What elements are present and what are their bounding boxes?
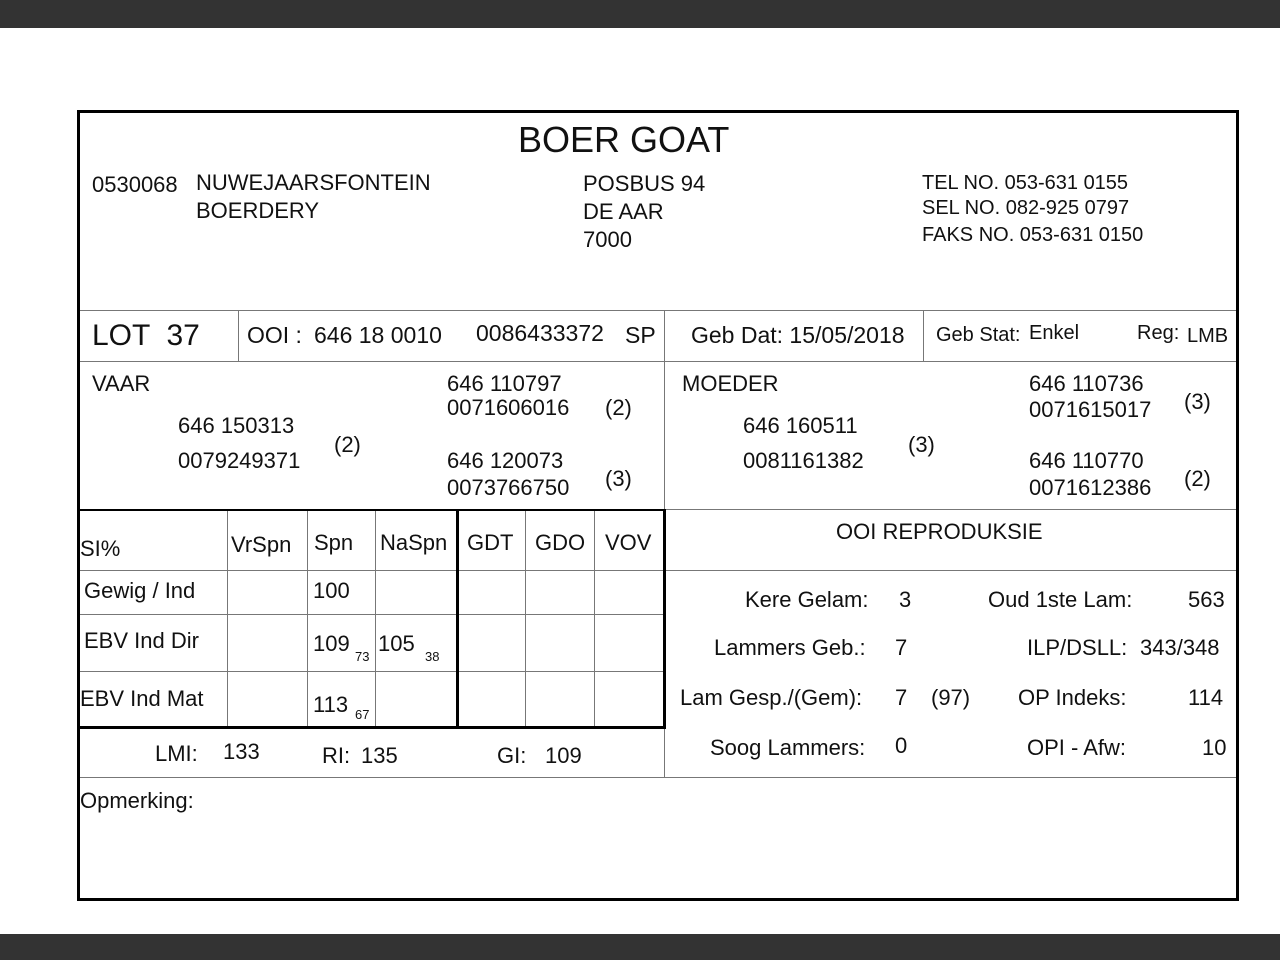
address-line3: 7000 (583, 227, 632, 252)
soog-lammers-label: Soog Lammers: (710, 735, 866, 760)
rule-mid-upper (664, 311, 665, 509)
si-row-spn-accuracy: 67 (355, 707, 370, 722)
oud-1ste-lam-label: Oud 1ste Lam: (988, 587, 1133, 612)
tag-number: 0086433372 (476, 320, 604, 346)
oud-1ste-lam-value: 563 (1188, 587, 1225, 612)
rule-col-vrspn (227, 511, 228, 726)
birth-status-value: Enkel (1029, 322, 1080, 344)
reg-label: Reg: (1137, 322, 1180, 344)
rule-geb-stat-divider (923, 311, 924, 361)
si-header-naspn: NaSpn (380, 530, 448, 555)
soog-lammers-value: 0 (895, 733, 908, 758)
si-row-label: EBV Ind Dir (84, 628, 199, 653)
card-border-right (1236, 110, 1239, 901)
birth-date: Geb Dat: 15/05/2018 (691, 322, 905, 348)
rule-lot-bottom (80, 361, 1236, 362)
rule-lot-top (80, 310, 1236, 311)
gi-value: 109 (545, 743, 582, 768)
opi-afw-label: OPI - Afw: (1027, 735, 1127, 760)
si-row-naspn: 105 (378, 631, 415, 656)
lam-gesp-average: (97) (931, 685, 971, 710)
vaar-sire-count: (2) (605, 395, 632, 420)
rule-col-naspn (375, 511, 376, 726)
vaar-id1: 646 150313 (178, 413, 295, 438)
card-border-left (77, 110, 80, 901)
owner-code: 0530068 (92, 172, 178, 197)
rule-si-bottom (80, 726, 665, 729)
vaar-id2: 0079249371 (178, 448, 301, 473)
breed-code: SP (625, 322, 656, 348)
moeder-dam-id2: 0071612386 (1029, 475, 1152, 500)
rule-remarks-top (80, 777, 1236, 778)
address-line2: DE AAR (583, 199, 664, 224)
rule-col-vov (594, 511, 595, 726)
moeder-dam-id1: 646 110770 (1029, 448, 1144, 473)
ooi-label: OOI : (247, 322, 302, 348)
rule-repro-header (665, 570, 1236, 571)
rule-mid-bottom (664, 729, 665, 777)
ilp-dsll-label: ILP/DSLL: (1027, 635, 1128, 660)
owner-name-line2: BOERDERY (196, 198, 320, 223)
reg-value: LMB (1187, 325, 1229, 347)
si-header-si: SI% (80, 536, 121, 561)
faks-number: FAKS NO. 053-631 0150 (922, 224, 1144, 246)
moeder-count: (3) (908, 432, 935, 457)
lam-gesp-value: 7 (895, 685, 908, 710)
lammers-geb-label: Lammers Geb.: (714, 635, 866, 660)
si-header-gdt: GDT (467, 530, 514, 555)
rule-si-header (80, 570, 665, 571)
ri-value: 135 (361, 743, 398, 768)
gi-label: GI: (497, 743, 527, 768)
si-row-spn: 109 (313, 631, 350, 656)
lam-gesp-label: Lam Gesp./(Gem): (680, 685, 863, 710)
moeder-id1: 646 160511 (743, 413, 858, 438)
kere-gelam-label: Kere Gelam: (745, 587, 869, 612)
opi-afw-value: 10 (1202, 735, 1227, 760)
si-header-gdo: GDO (535, 530, 586, 555)
birth-status-label: Geb Stat: (936, 324, 1021, 346)
sel-number: SEL NO. 082-925 0797 (922, 197, 1130, 219)
vaar-dam-id2: 0073766750 (447, 475, 570, 500)
lmi-label: LMI: (155, 741, 198, 766)
rule-col-spn (307, 511, 308, 726)
vaar-dam-id1: 646 120073 (447, 448, 564, 473)
vaar-dam-count: (3) (605, 466, 632, 491)
si-row-spn: 113 (313, 692, 349, 717)
si-row-spn-accuracy: 73 (355, 649, 370, 664)
kere-gelam-value: 3 (899, 587, 912, 612)
rule-lot-divider (238, 311, 239, 361)
moeder-sire-id1: 646 110736 (1029, 371, 1144, 396)
rule-col-gdo (525, 511, 526, 726)
top-bar (0, 0, 1280, 28)
si-row-spn: 100 (313, 578, 350, 603)
remarks-label: Opmerking: (80, 788, 194, 813)
lmi-value: 133 (223, 739, 260, 764)
si-header-vov: VOV (605, 530, 652, 555)
moeder-label: MOEDER (682, 371, 779, 396)
card-border-bottom (77, 898, 1239, 901)
si-row-label: Gewig / Ind (84, 578, 196, 603)
card-border-top (77, 110, 1239, 113)
address-line1: POSBUS 94 (583, 171, 706, 196)
op-indeks-label: OP Indeks: (1018, 685, 1127, 710)
tel-number: TEL NO. 053-631 0155 (922, 172, 1129, 194)
si-header-spn: Spn (314, 530, 354, 555)
lammers-geb-value: 7 (895, 635, 908, 660)
op-indeks-value: 114 (1188, 685, 1224, 710)
moeder-id2: 0081161382 (743, 448, 864, 473)
rule-si-row1 (80, 614, 665, 615)
rule-col-gdt (456, 511, 459, 726)
lot-number: LOT 37 (92, 319, 200, 352)
vaar-sire-id2: 0071606016 (447, 395, 570, 420)
ilp-dsll-value: 343/348 (1140, 635, 1220, 660)
vaar-label: VAAR (92, 371, 151, 396)
bottom-bar (0, 934, 1280, 960)
ri-label: RI: (322, 743, 351, 768)
moeder-sire-id2: 0071615017 (1029, 397, 1152, 422)
owner-name-line1: NUWEJAARSFONTEIN (196, 170, 431, 195)
si-row-label: EBV Ind Mat (80, 686, 204, 711)
rule-si-top (80, 509, 665, 511)
ooi-number: 646 18 0010 (314, 322, 442, 348)
rule-mid-lower (663, 509, 666, 729)
moeder-sire-count: (3) (1184, 389, 1211, 414)
si-row-naspn-accuracy: 38 (425, 649, 440, 664)
reproduction-title: OOI REPRODUKSIE (836, 519, 1043, 544)
rule-repro-top (665, 509, 1236, 510)
page-title: BOER GOAT (518, 119, 730, 160)
moeder-dam-count: (2) (1184, 466, 1211, 491)
rule-si-row2 (80, 671, 665, 672)
si-header-vrspn: VrSpn (231, 532, 292, 557)
vaar-sire-id1: 646 110797 (447, 371, 562, 396)
vaar-count: (2) (334, 432, 361, 457)
